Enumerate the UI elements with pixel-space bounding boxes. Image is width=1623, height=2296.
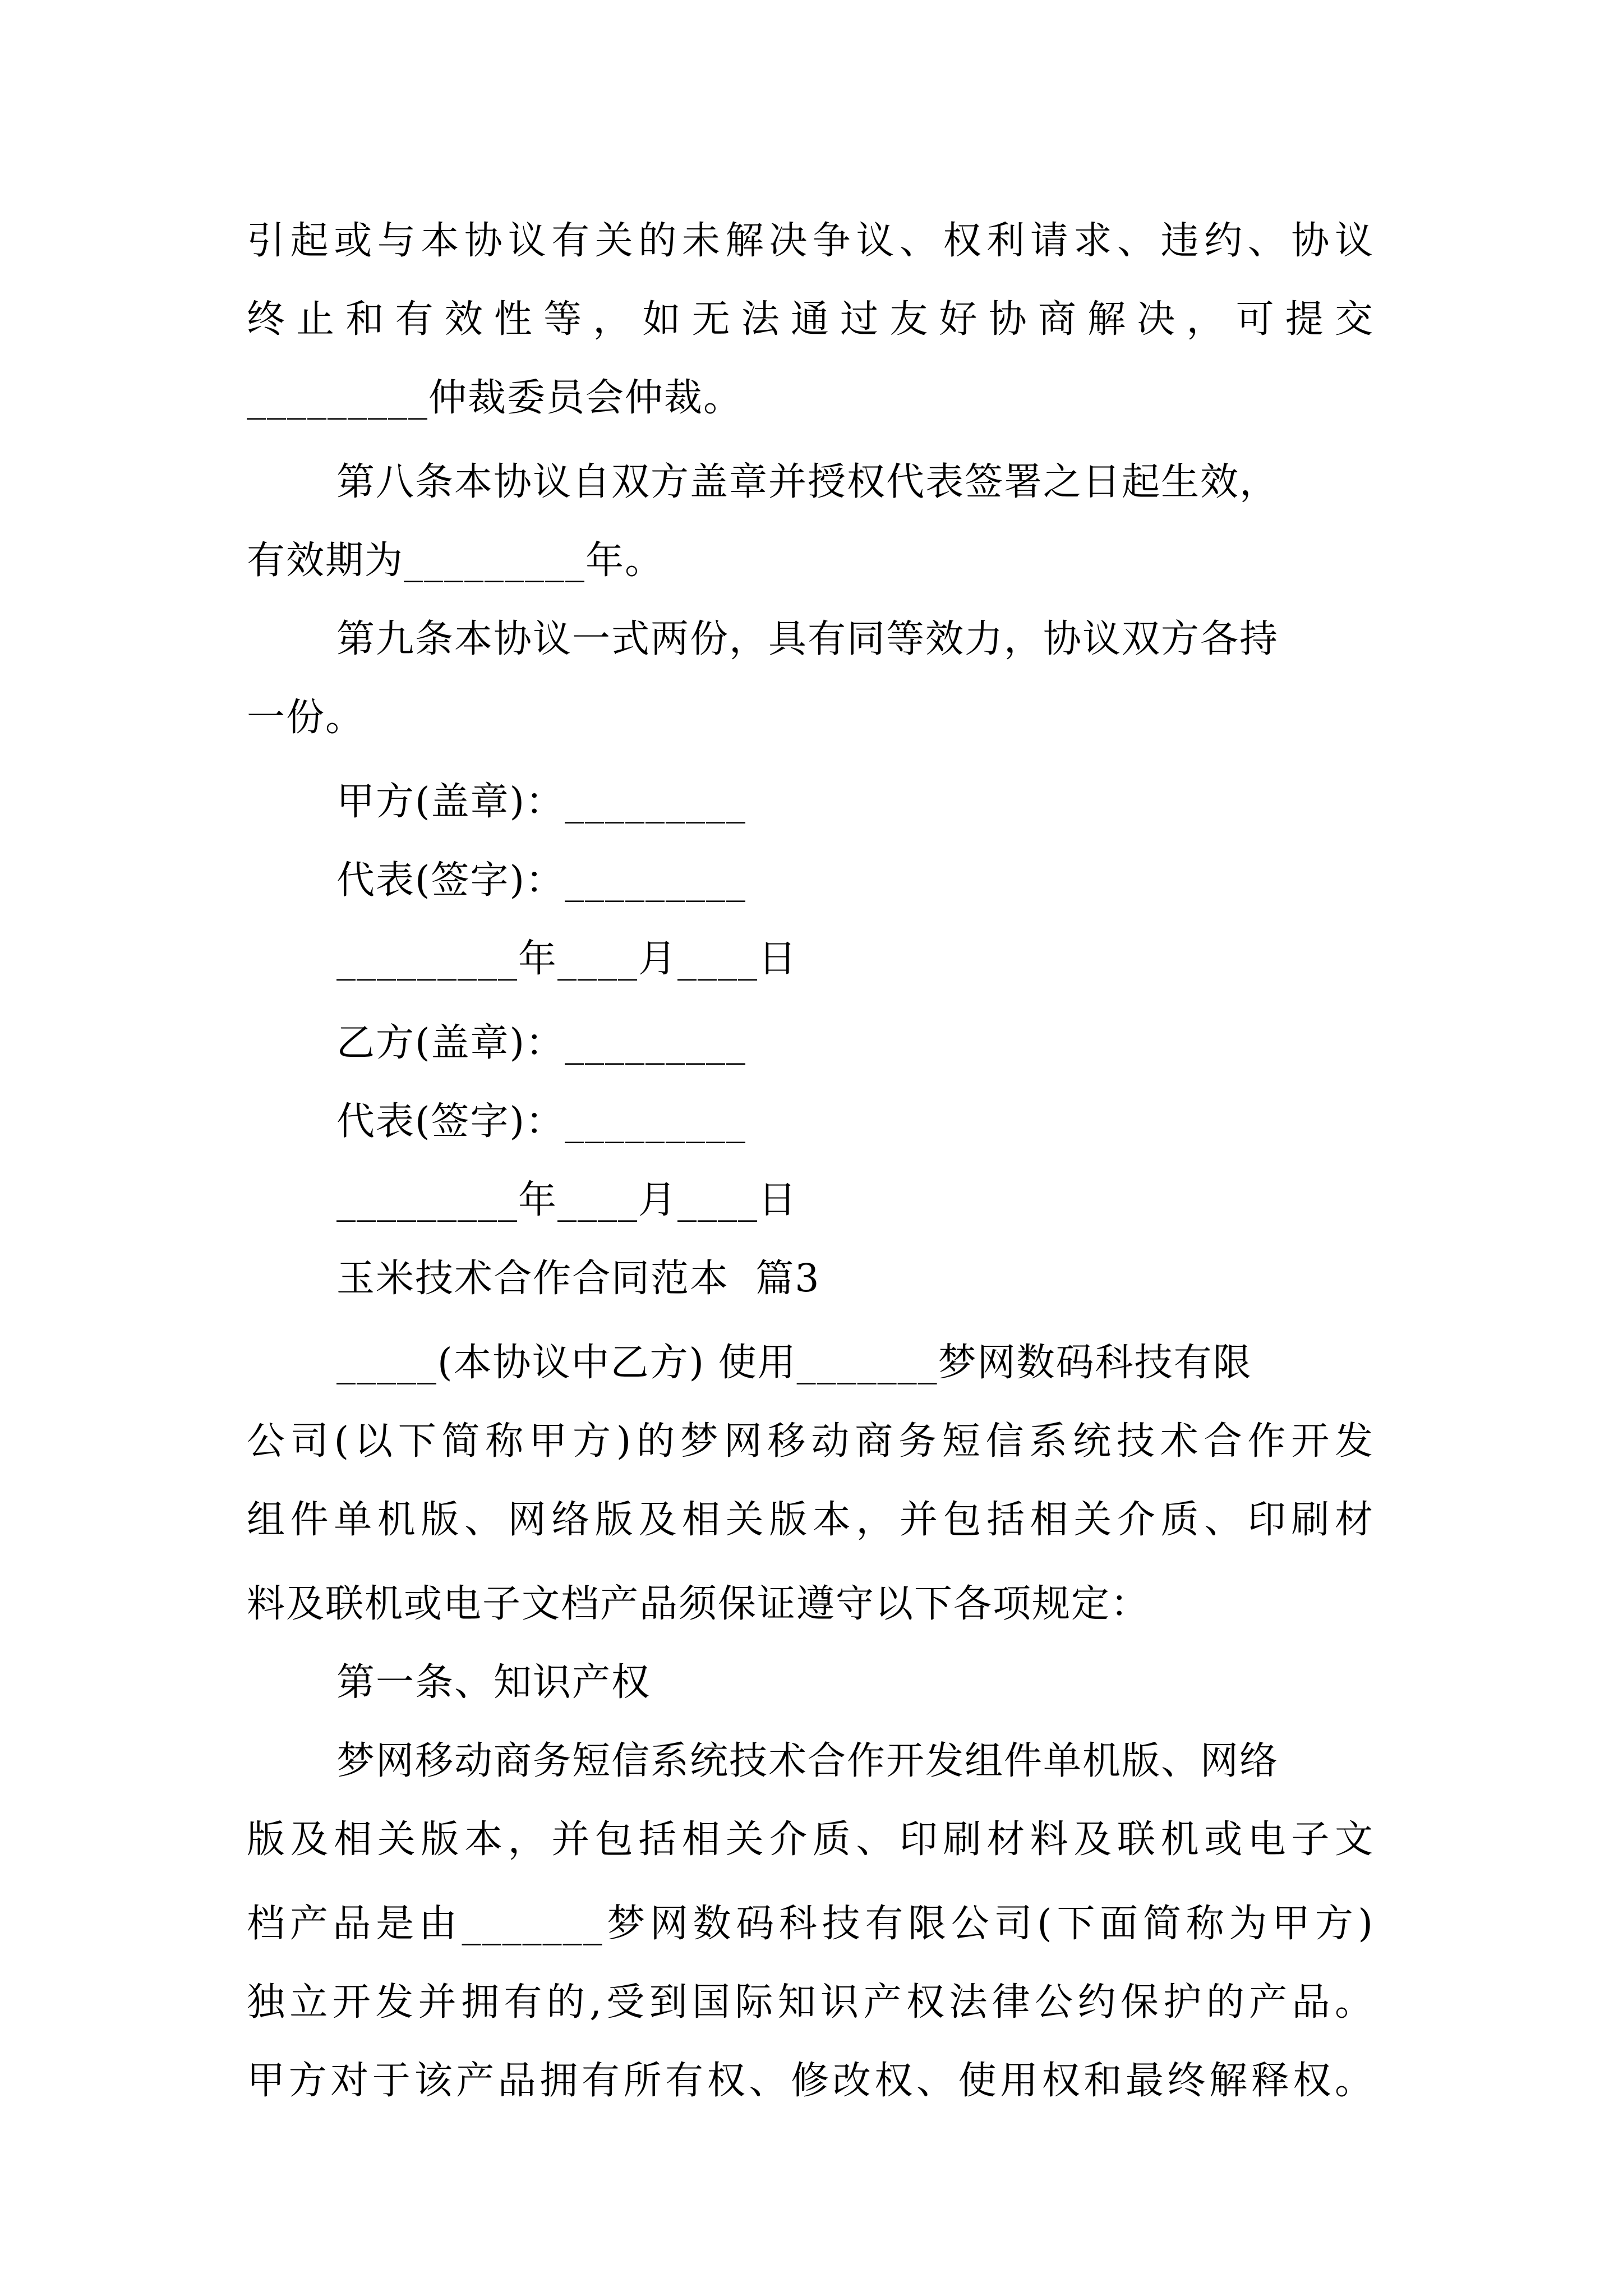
signature-line: 甲方(盖章)：_________ <box>336 780 747 824</box>
text-line: _____(本协议中乙方) 使用_______梦网数码科技有限 <box>336 1341 1252 1385</box>
text-line: 料及联机或电子文档产品须保证遵守以下各项规定： <box>247 1582 1150 1626</box>
text-line: 终止和有效性等，如无法通过友好协商解决，可提交 <box>247 297 1374 342</box>
text-line: 组件单机版、网络版及相关版本，并包括相关介质、印刷材 <box>247 1498 1374 1542</box>
date-line: _________年____月____日 <box>336 937 798 981</box>
signature-line: 代表(签字)：_________ <box>336 1099 747 1144</box>
text-line: 引起或与本协议有关的未解决争议、权利请求、违约、协议 <box>247 219 1374 263</box>
text-line: 一份。 <box>247 696 365 740</box>
text-line: 有效期为_________年。 <box>247 539 665 583</box>
text-line: 版及相关版本，并包括相关介质、印刷材料及联机或电子文 <box>247 1818 1374 1862</box>
text-line: 梦网移动商务短信系统技术合作开发组件单机版、网络 <box>336 1739 1279 1783</box>
text-line: 甲方对于该产品拥有所有权、修改权、使用权和最终解释权。 <box>247 2059 1374 2103</box>
signature-line: 乙方(盖章)：_________ <box>336 1021 747 1065</box>
text-line: _________仲裁委员会仲裁。 <box>247 376 743 420</box>
article-heading: 第一条、知识产权 <box>336 1660 651 1705</box>
date-line: _________年____月____日 <box>336 1178 798 1222</box>
section-heading: 玉米技术合作合同范本 篇3 <box>336 1257 820 1301</box>
text-line: 档产品是由_______梦网数码科技有限公司(下面简称为甲方) <box>247 1902 1374 1946</box>
signature-line: 代表(签字)：_________ <box>336 858 747 903</box>
text-line: 第八条本协议自双方盖章并授权代表签署之日起生效， <box>336 460 1279 504</box>
text-line: 第九条本协议一式两份，具有同等效力，协议双方各持 <box>336 617 1279 661</box>
text-line: 独立开发并拥有的,受到国际知识产权法律公约保护的产品。 <box>247 1980 1374 2024</box>
text-line: 公司(以下简称甲方)的梦网移动商务短信系统技术合作开发 <box>247 1419 1374 1464</box>
